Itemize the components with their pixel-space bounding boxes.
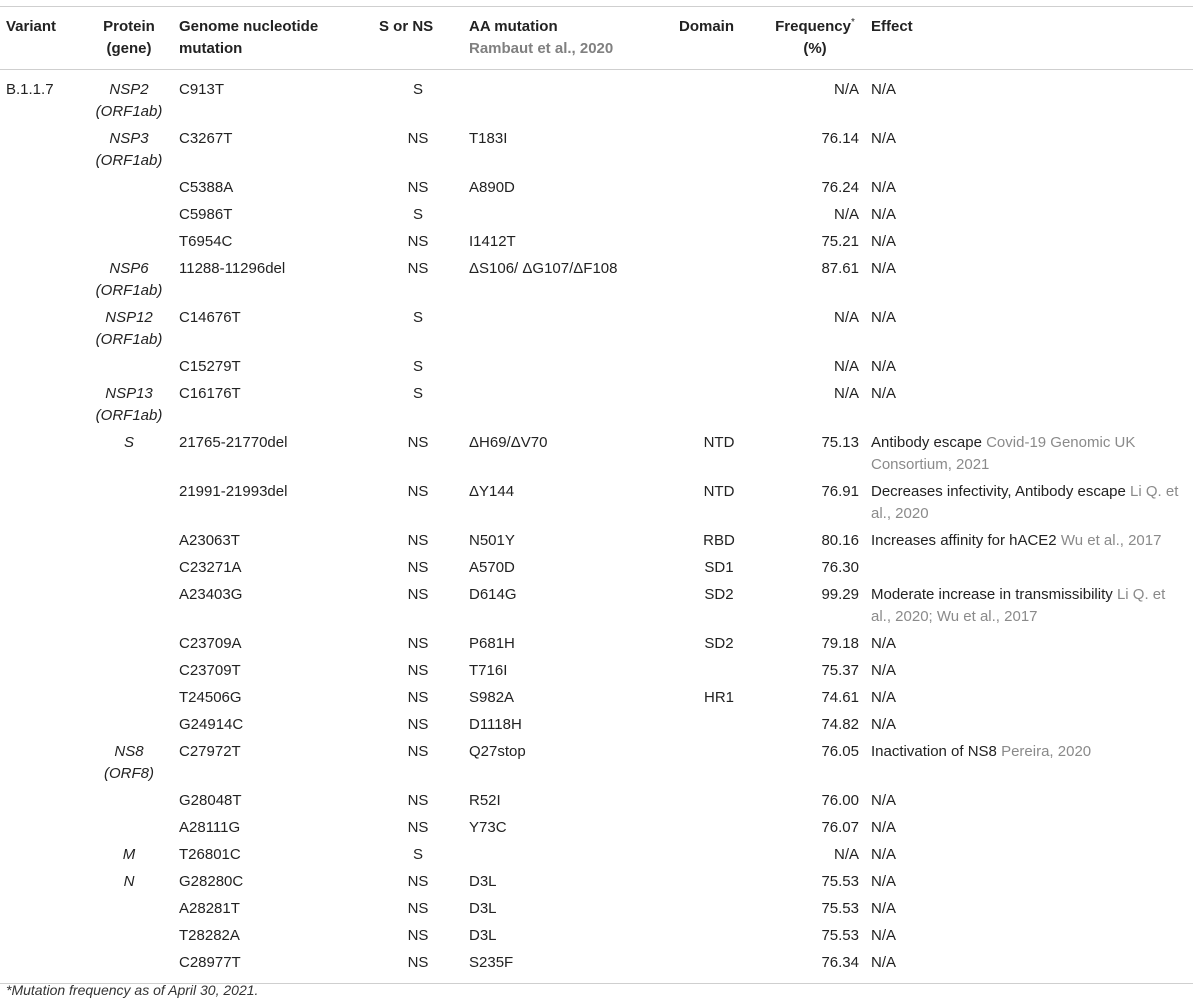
cell-s-or-ns: S	[412, 846, 423, 863]
cell-domain	[673, 201, 765, 228]
effect-reference: Wu et al., 2017	[1060, 532, 1162, 549]
cell-protein: NSP2 (ORF1ab)	[95, 81, 163, 120]
cell-variant	[0, 304, 85, 353]
cell-genome-mutation: C16176T	[179, 385, 241, 402]
effect-text: N/A	[871, 358, 897, 375]
cell-effect	[865, 201, 1193, 228]
header-aa	[463, 7, 673, 70]
cell-genome-mutation: C5388A	[179, 179, 234, 196]
cell-effect	[865, 228, 1193, 255]
cell-s-or-ns: NS	[407, 586, 429, 603]
header-genome: Genome nucleotide mutation	[179, 18, 319, 57]
table-row	[0, 304, 1193, 353]
cell-effect	[865, 630, 1193, 657]
cell-frequency: N/A	[833, 358, 859, 375]
cell-effect	[865, 174, 1193, 201]
header-variant: Variant	[6, 18, 57, 35]
effect-text: N/A	[871, 819, 897, 836]
cell-effect	[865, 581, 1193, 630]
cell-variant	[0, 895, 85, 922]
cell-aa-mutation	[463, 380, 673, 429]
table-row	[0, 70, 1193, 126]
effect-text: N/A	[871, 81, 897, 98]
mutation-table	[0, 6, 1193, 984]
cell-protein: N	[123, 873, 135, 890]
table-row	[0, 868, 1193, 895]
header-effect: Effect	[871, 18, 913, 35]
cell-effect	[865, 380, 1193, 429]
cell-variant	[0, 787, 85, 814]
cell-frequency: 76.07	[821, 819, 859, 836]
cell-protein	[85, 657, 173, 684]
cell-variant	[0, 353, 85, 380]
cell-effect	[865, 255, 1193, 304]
effect-text: N/A	[871, 206, 897, 223]
cell-s-or-ns: NS	[407, 743, 429, 760]
cell-effect	[865, 125, 1193, 174]
cell-genome-mutation: A23403G	[179, 586, 243, 603]
cell-genome-mutation: A28281T	[179, 900, 240, 917]
cell-effect	[865, 787, 1193, 814]
cell-protein: NSP12 (ORF1ab)	[95, 309, 163, 348]
cell-variant	[0, 228, 85, 255]
table-row	[0, 581, 1193, 630]
effect-text: N/A	[871, 927, 897, 944]
cell-s-or-ns: NS	[407, 900, 429, 917]
header-domain: Domain	[679, 18, 735, 35]
cell-variant	[0, 841, 85, 868]
table-row	[0, 711, 1193, 738]
header-aa-reference: Rambaut et al., 2020	[469, 40, 614, 57]
cell-aa-mutation: A890D	[469, 179, 515, 196]
table-row	[0, 527, 1193, 554]
cell-frequency: 75.53	[821, 900, 859, 917]
cell-frequency: 75.37	[821, 662, 859, 679]
cell-protein: M	[122, 846, 136, 863]
cell-effect	[865, 949, 1193, 984]
cell-s-or-ns: NS	[407, 716, 429, 733]
cell-domain	[673, 868, 765, 895]
effect-reference: Pereira, 2020	[1001, 743, 1092, 760]
cell-protein	[85, 630, 173, 657]
cell-protein	[85, 527, 173, 554]
table-row	[0, 787, 1193, 814]
table-footnote: *Mutation frequency as of April 30, 2021.	[6, 982, 259, 998]
effect-text: N/A	[871, 900, 897, 917]
cell-aa-mutation: T183I	[469, 130, 508, 147]
cell-domain	[673, 738, 765, 787]
header-frequency-label: Frequency	[775, 18, 851, 35]
cell-s-or-ns: NS	[407, 233, 429, 250]
effect-text: N/A	[871, 846, 897, 863]
effect-text: Antibody escape	[871, 434, 982, 451]
cell-protein	[85, 787, 173, 814]
cell-protein: NS8 (ORF8)	[104, 743, 154, 782]
cell-domain: NTD	[703, 434, 735, 451]
cell-aa-mutation: ΔS106/ ΔG107/ΔF108	[469, 260, 618, 277]
table-row	[0, 630, 1193, 657]
effect-text: N/A	[871, 662, 897, 679]
cell-s-or-ns: S	[412, 309, 423, 326]
cell-s-or-ns: NS	[407, 559, 429, 576]
cell-aa-mutation: P681H	[469, 635, 515, 652]
cell-frequency: N/A	[833, 385, 859, 402]
cell-domain	[673, 228, 765, 255]
effect-text: N/A	[871, 309, 897, 326]
cell-protein	[85, 949, 173, 984]
cell-aa-mutation: D1118H	[469, 716, 522, 733]
effect-text: N/A	[871, 233, 897, 250]
cell-protein	[85, 228, 173, 255]
cell-domain	[673, 125, 765, 174]
cell-frequency: 76.24	[821, 179, 859, 196]
effect-text: N/A	[871, 792, 897, 809]
cell-frequency: N/A	[833, 309, 859, 326]
cell-domain	[673, 657, 765, 684]
cell-aa-mutation	[463, 841, 673, 868]
cell-effect	[865, 868, 1193, 895]
effect-text: Decreases infectivity, Antibody escape	[871, 483, 1126, 500]
cell-aa-mutation: I1412T	[469, 233, 516, 250]
cell-genome-mutation: C23709A	[179, 635, 242, 652]
cell-variant	[0, 684, 85, 711]
header-frequency	[765, 7, 865, 70]
effect-text: N/A	[871, 954, 897, 971]
table-row	[0, 255, 1193, 304]
cell-domain	[673, 787, 765, 814]
effect-reference: Covid-19 Genomic UK Consortium, 2021	[871, 434, 1136, 473]
cell-genome-mutation: T26801C	[179, 846, 241, 863]
cell-genome-mutation: C28977T	[179, 954, 241, 971]
table-row	[0, 429, 1193, 478]
cell-aa-mutation	[463, 201, 673, 228]
cell-genome-mutation: C14676T	[179, 309, 241, 326]
effect-text: N/A	[871, 873, 897, 890]
cell-protein	[85, 554, 173, 581]
table-row	[0, 684, 1193, 711]
cell-protein	[85, 581, 173, 630]
cell-effect	[865, 841, 1193, 868]
effect-text: N/A	[871, 385, 897, 402]
cell-aa-mutation: ΔH69/ΔV70	[469, 434, 548, 451]
cell-frequency: 75.21	[821, 233, 859, 250]
cell-genome-mutation: 21765-21770del	[179, 434, 288, 451]
cell-effect	[865, 429, 1193, 478]
cell-s-or-ns: NS	[407, 434, 429, 451]
cell-variant	[0, 581, 85, 630]
cell-domain: HR1	[703, 689, 734, 706]
effect-reference: Li Q. et al., 2020	[871, 483, 1179, 522]
cell-protein: NSP6 (ORF1ab)	[95, 260, 163, 299]
cell-domain	[673, 814, 765, 841]
table-row	[0, 554, 1193, 581]
cell-domain	[673, 895, 765, 922]
cell-s-or-ns: NS	[407, 819, 429, 836]
table-row	[0, 201, 1193, 228]
cell-variant	[0, 814, 85, 841]
cell-effect	[865, 922, 1193, 949]
cell-genome-mutation: T6954C	[179, 233, 233, 250]
cell-s-or-ns: S	[412, 385, 423, 402]
cell-domain	[673, 841, 765, 868]
cell-effect	[865, 353, 1193, 380]
table-row	[0, 478, 1193, 527]
cell-protein: NSP13 (ORF1ab)	[95, 385, 163, 424]
cell-genome-mutation: C23271A	[179, 559, 242, 576]
cell-variant	[0, 527, 85, 554]
effect-text: N/A	[871, 716, 897, 733]
cell-variant	[0, 429, 85, 478]
cell-genome-mutation: C3267T	[179, 130, 233, 147]
cell-variant	[0, 380, 85, 429]
cell-genome-mutation: C913T	[179, 81, 225, 98]
cell-genome-mutation: C5986T	[179, 206, 233, 223]
cell-effect	[865, 527, 1193, 554]
cell-aa-mutation: S982A	[469, 689, 515, 706]
cell-s-or-ns: S	[412, 206, 423, 223]
cell-domain	[673, 380, 765, 429]
cell-domain	[673, 70, 765, 126]
cell-protein	[85, 922, 173, 949]
cell-effect	[865, 738, 1193, 787]
cell-variant	[0, 922, 85, 949]
cell-domain	[673, 949, 765, 984]
cell-s-or-ns: NS	[407, 130, 429, 147]
cell-variant	[0, 174, 85, 201]
cell-effect	[865, 814, 1193, 841]
cell-s-or-ns: NS	[407, 260, 429, 277]
cell-genome-mutation: A23063T	[179, 532, 240, 549]
cell-protein	[85, 174, 173, 201]
cell-genome-mutation: G28048T	[179, 792, 242, 809]
cell-frequency: 75.53	[821, 873, 859, 890]
header-protein: Protein (gene)	[103, 18, 155, 57]
table-row	[0, 228, 1193, 255]
cell-aa-mutation: Q27stop	[469, 743, 526, 760]
cell-variant	[0, 554, 85, 581]
cell-effect	[865, 70, 1193, 126]
cell-s-or-ns: NS	[407, 635, 429, 652]
cell-domain: SD2	[704, 586, 734, 603]
cell-variant: B.1.1.7	[6, 81, 54, 98]
cell-protein: NSP3 (ORF1ab)	[95, 130, 163, 169]
cell-genome-mutation: G28280C	[179, 873, 244, 890]
cell-effect	[865, 684, 1193, 711]
cell-aa-mutation: A570D	[469, 559, 515, 576]
effect-reference: Li Q. et al., 2020; Wu et al., 2017	[871, 586, 1166, 625]
cell-domain: SD1	[704, 559, 734, 576]
cell-s-or-ns: S	[412, 81, 423, 98]
cell-s-or-ns: NS	[407, 954, 429, 971]
cell-s-or-ns: NS	[407, 927, 429, 944]
cell-domain	[673, 922, 765, 949]
cell-domain	[673, 174, 765, 201]
cell-s-or-ns: NS	[407, 689, 429, 706]
cell-domain	[673, 255, 765, 304]
cell-variant	[0, 949, 85, 984]
cell-variant	[0, 630, 85, 657]
cell-protein	[85, 478, 173, 527]
table-row	[0, 657, 1193, 684]
effect-text: Moderate increase in transmissibility	[871, 586, 1113, 603]
effect-text: Increases affinity for hACE2	[871, 532, 1057, 549]
cell-protein	[85, 711, 173, 738]
cell-variant	[0, 255, 85, 304]
cell-frequency: 75.13	[821, 434, 859, 451]
cell-frequency: 76.91	[821, 483, 859, 500]
cell-genome-mutation: C23709T	[179, 662, 241, 679]
cell-variant	[0, 125, 85, 174]
cell-frequency: 76.34	[821, 954, 859, 971]
header-frequency-footnote-mark: *	[850, 17, 855, 28]
effect-text: Inactivation of NS8	[871, 743, 997, 760]
cell-frequency: 76.05	[821, 743, 859, 760]
cell-protein	[85, 353, 173, 380]
cell-frequency: 76.30	[821, 559, 859, 576]
cell-genome-mutation: 21991-21993del	[179, 483, 288, 500]
cell-variant	[0, 868, 85, 895]
cell-aa-mutation: ΔY144	[469, 483, 515, 500]
effect-text: N/A	[871, 689, 897, 706]
cell-genome-mutation: A28111G	[179, 819, 241, 836]
cell-aa-mutation: N501Y	[469, 532, 515, 549]
cell-effect	[865, 895, 1193, 922]
cell-s-or-ns: S	[412, 358, 423, 375]
cell-aa-mutation	[463, 304, 673, 353]
table-row	[0, 922, 1193, 949]
cell-variant	[0, 657, 85, 684]
table-row	[0, 814, 1193, 841]
cell-frequency: N/A	[833, 846, 859, 863]
cell-effect	[865, 711, 1193, 738]
cell-frequency: 76.14	[821, 130, 859, 147]
cell-s-or-ns: NS	[407, 873, 429, 890]
cell-genome-mutation: T28282A	[179, 927, 240, 944]
cell-variant	[0, 711, 85, 738]
cell-effect	[865, 657, 1193, 684]
cell-aa-mutation: Y73C	[469, 819, 507, 836]
cell-aa-mutation: T716I	[469, 662, 508, 679]
cell-genome-mutation: C15279T	[179, 358, 241, 375]
cell-frequency: 87.61	[821, 260, 859, 277]
cell-effect	[865, 478, 1193, 527]
cell-protein: S	[123, 434, 134, 451]
effect-text: N/A	[871, 260, 897, 277]
effect-text: N/A	[871, 130, 897, 147]
cell-domain: SD2	[704, 635, 734, 652]
cell-variant	[0, 478, 85, 527]
cell-aa-mutation: D3L	[469, 900, 497, 917]
cell-domain: RBD	[703, 532, 735, 549]
cell-frequency: N/A	[833, 81, 859, 98]
cell-effect	[865, 304, 1193, 353]
cell-effect	[865, 554, 1193, 581]
cell-frequency: 75.53	[821, 927, 859, 944]
cell-genome-mutation: T24506G	[179, 689, 242, 706]
cell-frequency: N/A	[833, 206, 859, 223]
cell-aa-mutation: S235F	[469, 954, 514, 971]
header-row	[0, 7, 1193, 70]
table-row	[0, 738, 1193, 787]
effect-text: N/A	[871, 635, 897, 652]
header-aa-label: AA mutation	[469, 18, 558, 35]
cell-s-or-ns: NS	[407, 483, 429, 500]
effect-text: N/A	[871, 179, 897, 196]
cell-frequency: 74.61	[821, 689, 859, 706]
cell-s-or-ns: NS	[407, 532, 429, 549]
cell-frequency: 74.82	[821, 716, 859, 733]
cell-frequency: 80.16	[821, 532, 859, 549]
table-row	[0, 353, 1193, 380]
cell-variant	[0, 201, 85, 228]
cell-s-or-ns: NS	[407, 662, 429, 679]
cell-aa-mutation	[463, 353, 673, 380]
cell-domain	[673, 304, 765, 353]
table-row	[0, 949, 1193, 984]
cell-frequency: 79.18	[821, 635, 859, 652]
cell-aa-mutation: R52I	[469, 792, 501, 809]
cell-aa-mutation: D614G	[469, 586, 517, 603]
cell-genome-mutation: 11288-11296del	[179, 260, 286, 277]
cell-protein	[85, 201, 173, 228]
cell-aa-mutation	[463, 70, 673, 126]
cell-frequency: 76.00	[821, 792, 859, 809]
cell-protein	[85, 895, 173, 922]
cell-s-or-ns: NS	[407, 179, 429, 196]
cell-genome-mutation: G24914C	[179, 716, 244, 733]
header-frequency-unit: (%)	[803, 40, 827, 57]
cell-frequency: 99.29	[821, 586, 859, 603]
header-s-ns: S or NS	[379, 18, 434, 35]
cell-variant	[0, 738, 85, 787]
cell-aa-mutation: D3L	[469, 927, 497, 944]
table-row	[0, 125, 1193, 174]
cell-aa-mutation: D3L	[469, 873, 497, 890]
cell-genome-mutation: C27972T	[179, 743, 241, 760]
cell-s-or-ns: NS	[407, 792, 429, 809]
cell-protein	[85, 684, 173, 711]
table-row	[0, 380, 1193, 429]
cell-domain: NTD	[703, 483, 735, 500]
cell-protein	[85, 814, 173, 841]
cell-domain	[673, 353, 765, 380]
table-row	[0, 174, 1193, 201]
table-row	[0, 841, 1193, 868]
cell-domain	[673, 711, 765, 738]
table-row	[0, 895, 1193, 922]
